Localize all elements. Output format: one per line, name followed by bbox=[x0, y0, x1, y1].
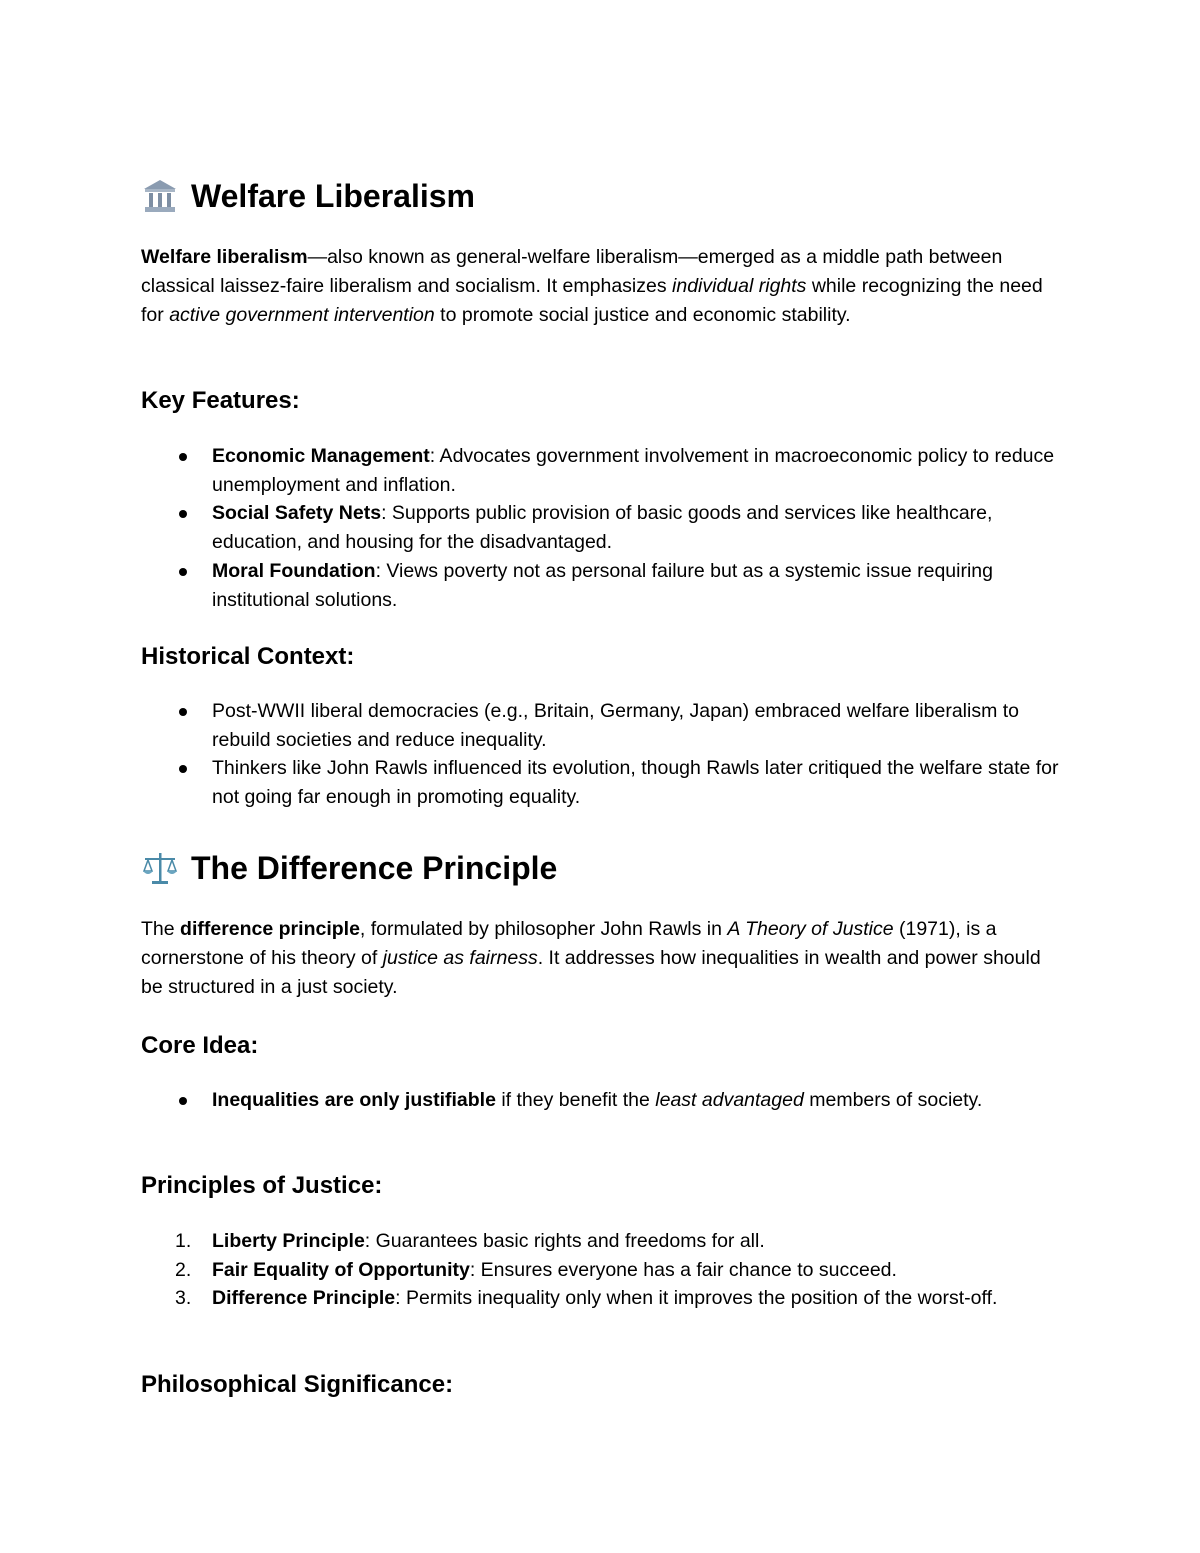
key-features-list bbox=[141, 442, 1061, 614]
term: Difference Principle bbox=[212, 1287, 396, 1310]
list-item: Thinkers like John Rawls influenced its evolution, though Rawls later critiqued the welfare state for not going far enough in promoting equality. bbox=[141, 754, 1061, 811]
list-item bbox=[141, 499, 1061, 556]
list-number: 2. bbox=[175, 1258, 192, 1281]
intro-paragraph bbox=[141, 915, 1061, 1002]
historical-list bbox=[141, 697, 1061, 812]
list-item bbox=[141, 1256, 1061, 1285]
text: to promote social justice and economic stability. bbox=[434, 304, 851, 326]
list-item bbox=[141, 557, 1061, 614]
term: Inequalities are only justifiable bbox=[212, 1089, 496, 1111]
heading-core-idea: Core Idea: bbox=[141, 1032, 259, 1059]
text: —also known as general-welfare liberalism—emerged as a middle path between classical laissez-faire liberalism and socialism. It emphasizes bbox=[141, 246, 1003, 297]
balance-scale-icon bbox=[141, 849, 179, 887]
text: , formulated by philosopher John Rawls in bbox=[359, 918, 728, 940]
term: Moral Foundation bbox=[212, 559, 376, 582]
text: : Permits inequality only when it improves the position of the worst-off. bbox=[395, 1287, 998, 1310]
term: Economic Management bbox=[212, 445, 430, 467]
text: : Views poverty not as personal failure but as a systemic issue requiring institutional solutions. bbox=[212, 559, 994, 611]
book-title: A Theory of Justice bbox=[727, 918, 894, 940]
emphasis: individual rights bbox=[672, 275, 807, 297]
heading-key-features: Key Features: bbox=[141, 387, 300, 414]
heading-philosophical-significance: Philosophical Significance: bbox=[141, 1371, 454, 1398]
emphasis: least advantaged bbox=[655, 1089, 804, 1111]
list-number: 3. bbox=[175, 1287, 192, 1310]
text: : Supports public provision of basic goods and services like healthcare, education, and housing for the disadvantaged. bbox=[212, 502, 993, 554]
text: members of society. bbox=[803, 1089, 983, 1111]
term: Welfare liberalism bbox=[141, 246, 308, 268]
heading-text: Welfare Liberalism bbox=[191, 178, 475, 214]
term: Liberty Principle bbox=[212, 1230, 365, 1252]
heading-historical-context: Historical Context: bbox=[141, 643, 355, 670]
text: The bbox=[141, 918, 181, 940]
principles-list bbox=[141, 1227, 1061, 1313]
term: Fair Equality of Opportunity bbox=[212, 1258, 470, 1281]
term: Social Safety Nets bbox=[212, 502, 382, 525]
text: . It addresses how inequalities in wealth and power should be structured in a just society. bbox=[141, 947, 1041, 998]
list-item bbox=[141, 1227, 1061, 1256]
intro-paragraph bbox=[141, 243, 1061, 330]
text: (1971), is a cornerstone of his theory of bbox=[141, 918, 997, 969]
text: while recognizing the need for bbox=[141, 275, 1043, 326]
core-idea-list bbox=[141, 1086, 1061, 1115]
list-item bbox=[141, 1284, 1061, 1313]
heading-text: The Difference Principle bbox=[191, 850, 558, 886]
emphasis: justice as fairness bbox=[382, 947, 538, 969]
list-item: Post-WWII liberal democracies (e.g., Britain, Germany, Japan) embraced welfare liberalism to rebuild societies and reduce inequality. bbox=[141, 697, 1061, 754]
heading-difference-principle bbox=[141, 848, 1061, 888]
term: difference principle bbox=[180, 918, 360, 940]
heading-principles-of-justice: Principles of Justice: bbox=[141, 1172, 383, 1199]
list-number: 1. bbox=[175, 1230, 192, 1252]
text: : Ensures everyone has a fair chance to succeed. bbox=[469, 1258, 897, 1281]
text: : Advocates government involvement in macroeconomic policy to reduce unemployment and inflation. bbox=[212, 445, 1055, 496]
classical-building-icon bbox=[141, 177, 179, 215]
text: if they benefit the bbox=[495, 1089, 656, 1111]
emphasis: active government intervention bbox=[169, 304, 435, 326]
text: : Guarantees basic rights and freedoms for all. bbox=[364, 1230, 765, 1252]
heading-welfare-liberalism bbox=[141, 176, 1061, 216]
list-item bbox=[141, 1086, 1061, 1115]
list-item bbox=[141, 442, 1061, 499]
